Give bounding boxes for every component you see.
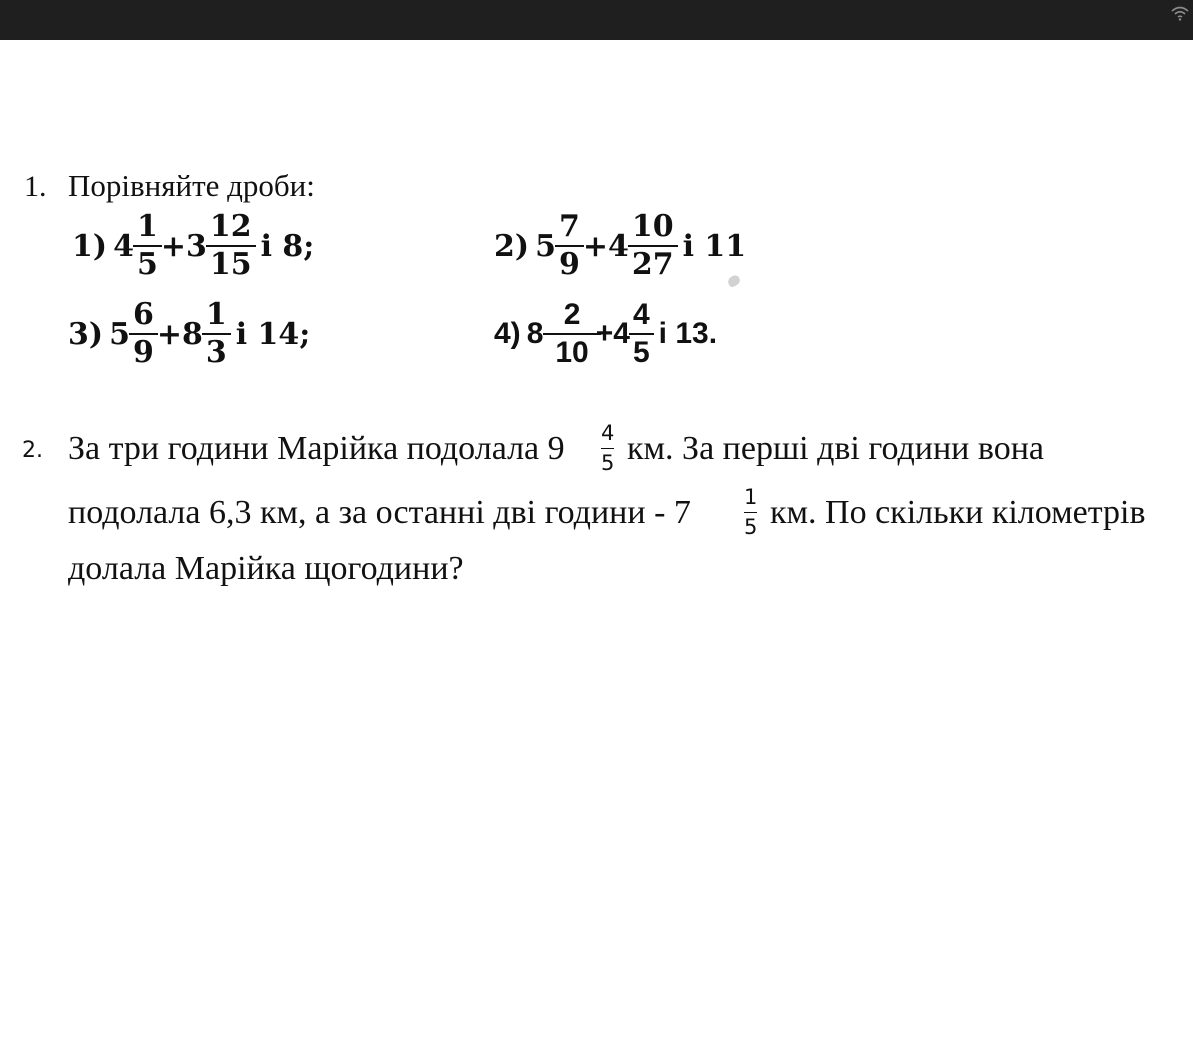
problem-2-line-2a: подолала 6,3 км, а за останні дві години - 7	[68, 494, 691, 531]
denominator: 5	[133, 245, 162, 280]
plus-sign: +	[156, 316, 182, 352]
numerator: 1	[205, 297, 227, 332]
whole-part: 5	[109, 316, 130, 352]
comparison-tail: і 11	[682, 228, 747, 264]
denominator: 5	[629, 333, 654, 368]
whole-part: 8	[181, 316, 203, 352]
whole-part: 4	[607, 228, 629, 264]
numerator: 7	[558, 209, 580, 244]
fraction	[630, 209, 676, 282]
fraction	[135, 209, 160, 282]
comparison-tail: і 8;	[260, 228, 315, 264]
comparison-item-3	[68, 297, 311, 370]
denominator: 5	[744, 512, 757, 538]
denominator: 5	[601, 448, 614, 474]
problem-2-line-2b: км. По скільки кілометрів	[770, 494, 1146, 531]
fraction	[131, 297, 156, 370]
problem-2-number: 2.	[22, 438, 43, 463]
numerator: 1	[744, 485, 758, 509]
distance-fraction-2	[744, 487, 757, 538]
distance-fraction-1	[601, 423, 614, 474]
numerator: 6	[132, 297, 154, 332]
problem-2-line-1a: За три години Марійка подолала 9	[68, 430, 565, 467]
whole-part: 4	[613, 317, 630, 350]
numerator: 1	[136, 209, 158, 244]
numerator: 12	[209, 209, 252, 244]
denominator: 27	[628, 245, 678, 280]
denominator: 9	[129, 333, 158, 368]
item-label: 1)	[72, 228, 108, 264]
fraction	[631, 300, 652, 368]
fraction	[557, 209, 582, 282]
wifi-icon	[1171, 4, 1189, 22]
numerator: 10	[631, 209, 674, 244]
numerator: 4	[632, 298, 650, 331]
problem-1-number: 1.	[24, 170, 47, 203]
top-status-bar	[0, 0, 1193, 40]
item-label: 2)	[494, 228, 530, 264]
problem-2-line-1b: км. За перші дві години вона	[627, 430, 1044, 467]
plus-sign: +	[582, 228, 608, 264]
whole-part: 4	[113, 228, 134, 264]
comparison-tail: і 14;	[235, 316, 311, 352]
whole-part: 3	[185, 228, 207, 264]
whole-part: 8	[526, 317, 544, 350]
fraction	[204, 297, 229, 370]
comparison-item-1	[72, 209, 315, 282]
numerator: 4	[601, 421, 615, 445]
item-label: 4)	[494, 317, 521, 350]
denominator: 3	[202, 333, 231, 368]
item-label: 3)	[68, 316, 104, 352]
comparison-tail: і 13.	[658, 317, 718, 350]
plus-sign: +	[160, 228, 186, 264]
denominator: 10	[543, 333, 600, 368]
fraction	[208, 209, 254, 282]
plus-sign: +	[595, 317, 614, 350]
whole-part: 5	[535, 228, 556, 264]
comparison-item-4	[494, 300, 717, 368]
numerator: 2	[563, 298, 581, 331]
denominator: 15	[206, 245, 256, 280]
problem-1-title: Порівняйте дроби:	[68, 168, 315, 203]
fraction	[549, 300, 594, 368]
comparison-item-2	[494, 209, 747, 282]
problem-2-line-3: долала Марійка щогодини?	[68, 550, 464, 587]
denominator: 9	[555, 245, 584, 280]
